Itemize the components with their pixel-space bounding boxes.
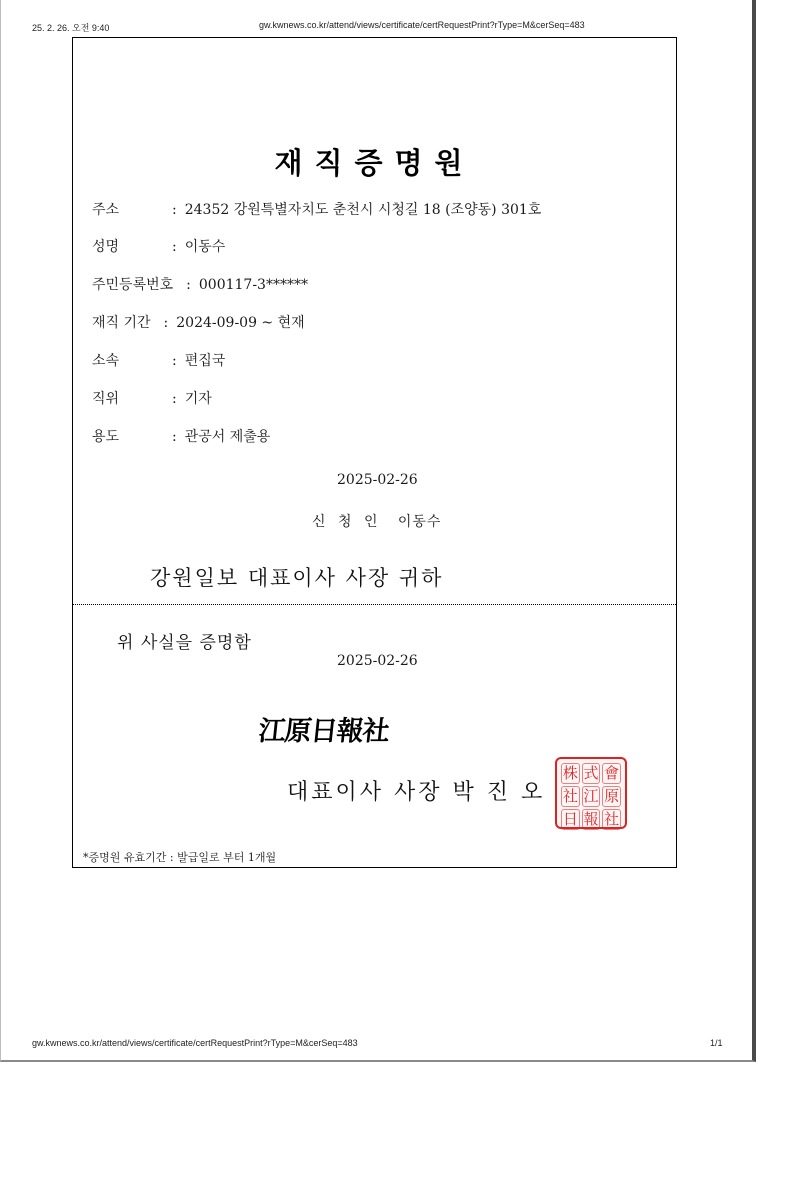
field-address: 주소 : 24352 강원특별자치도 춘천시 시청길 18 (조양동) 301호 xyxy=(92,199,541,219)
applicant xyxy=(312,511,441,531)
print-datetime: 25. 2. 26. 오전 9:40 xyxy=(32,23,110,33)
company-seal xyxy=(555,757,627,829)
seal-glyph: 原 xyxy=(604,787,620,805)
seal-glyph: 報 xyxy=(583,810,599,828)
field-position: 직위 : 기자 xyxy=(92,388,212,408)
signatory: 대표이사 사장 박 진 오 xyxy=(287,780,546,805)
certificate-frame xyxy=(72,37,677,868)
seal-glyph: 江 xyxy=(583,787,599,805)
field-resident-id-value: 000117-3****** xyxy=(198,277,308,293)
applicant-name: 이동수 xyxy=(397,514,442,530)
field-resident-id-label: 주민등록번호 xyxy=(92,277,174,293)
print-page-number: 1/1 xyxy=(710,1038,723,1048)
issue-date: 2025-02-26 xyxy=(337,653,418,669)
applicant-label: 신 청 인 xyxy=(312,514,382,530)
field-address-label: 주소 xyxy=(92,202,120,218)
print-header-url: gw.kwnews.co.kr/attend/views/certificate/certRequestPrint?rType=M&cerSeq=483 xyxy=(259,20,585,30)
field-period-value: 2024-09-09 ~ 현재 xyxy=(176,315,305,331)
seal-glyph: 會 xyxy=(604,764,620,782)
field-department-label: 소속 xyxy=(92,353,120,369)
field-department: 소속 : 편집국 xyxy=(92,350,225,370)
request-date: 2025-02-26 xyxy=(337,472,418,488)
field-name-label: 성명 xyxy=(92,239,120,255)
attestation-text: 위 사실을 증명함 xyxy=(117,633,252,653)
addressee: 강원일보 대표이사 사장 귀하 xyxy=(150,566,444,590)
field-position-label: 직위 xyxy=(92,391,120,407)
seal-glyph: 日 xyxy=(562,810,578,828)
field-period: 재직 기간 : 2024-09-09 ~ 현재 xyxy=(92,312,305,332)
field-resident-id: 주민등록번호 : 000117-3****** xyxy=(92,274,308,294)
seal-glyph: 社 xyxy=(604,810,620,828)
field-purpose-value: 관공서 제출용 xyxy=(184,429,271,445)
field-name: 성명 : 이동수 xyxy=(92,236,225,256)
field-purpose-label: 용도 xyxy=(92,429,120,445)
field-name-value: 이동수 xyxy=(184,239,226,255)
seal-glyph: 社 xyxy=(562,787,578,805)
field-department-value: 편집국 xyxy=(184,353,226,369)
validity-note: *증명원 유효기간 : 발급일로 부터 1개월 xyxy=(83,851,277,864)
print-footer-url: gw.kwnews.co.kr/attend/views/certificate/certRequestPrint?rType=M&cerSeq=483 xyxy=(32,1038,358,1048)
certificate-title: 재직증명원 xyxy=(274,146,475,180)
seal-glyph: 株 xyxy=(562,764,578,782)
section-divider xyxy=(73,604,676,605)
field-period-label: 재직 기간 xyxy=(92,315,151,331)
field-address-value: 24352 강원특별자치도 춘천시 시청길 18 (조양동) 301호 xyxy=(184,202,542,218)
field-position-value: 기자 xyxy=(184,391,212,407)
field-purpose: 용도 : 관공서 제출용 xyxy=(92,426,270,446)
seal-glyph: 式 xyxy=(583,764,599,782)
company-logo: 江原日報社 xyxy=(257,716,391,747)
